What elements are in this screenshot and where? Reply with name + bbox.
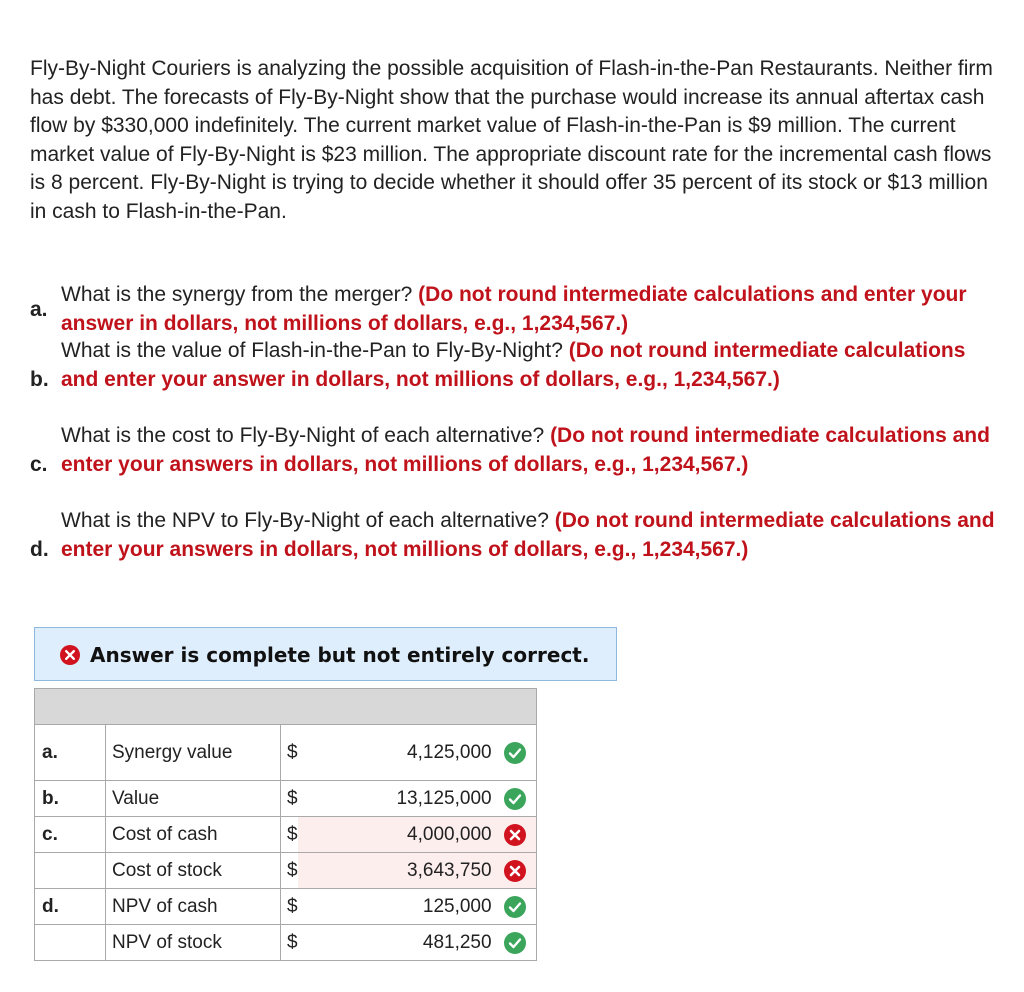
row-letter [35, 853, 106, 889]
question-d [30, 507, 1005, 564]
question-text: What is the value of Flash-in-the-Pan to Fly-By-Night? [61, 339, 563, 362]
answer-input[interactable] [298, 889, 537, 925]
answer-table [34, 688, 537, 961]
currency-symbol: $ [281, 725, 298, 781]
x-circle-icon [504, 860, 526, 882]
table-row [35, 925, 537, 961]
checkmark-icon [504, 742, 526, 764]
answer-input[interactable] [298, 781, 537, 817]
row-letter: b. [35, 781, 106, 817]
question-b [30, 337, 1005, 394]
table-row [35, 725, 537, 781]
table-row [35, 781, 537, 817]
question-letter: c. [30, 453, 48, 476]
x-circle-icon [504, 824, 526, 846]
question-instruction: (Do not round intermediate calculations and enter your answers in dollars, not millions of dollars, e.g., 1,234,567.) [61, 509, 995, 561]
checkmark-icon [504, 788, 526, 810]
row-label: Synergy value [106, 725, 281, 781]
problem-statement: Fly-By-Night Couriers is analyzing the possible acquisition of Flash-in-the-Pan Restaurants. Neither firm has debt. The forecasts of Fly-By-Night show that the purchase would increase its annual aftertax cash flow by $330,000 indefinitely. The current market value of Flash-in-the-Pan is $9 million. The current market value of Fly-By-Night is $23 million. The appropriate discount rate for the incremental cash flows is 8 percent. Fly-By-Night is trying to decide whether it should offer 35 percent of its stock or $13 million in cash to Flash-in-the-Pan. [30, 57, 993, 223]
table-row [35, 889, 537, 925]
currency-symbol: $ [281, 817, 298, 853]
answer-input[interactable] [298, 725, 537, 781]
question-text: What is the cost to Fly-By-Night of each alternative? [61, 424, 545, 447]
table-row [35, 817, 537, 853]
question-c [30, 422, 1005, 479]
currency-symbol: $ [281, 889, 298, 925]
question-letter: d. [30, 538, 49, 561]
question-instruction: (Do not round intermediate calculations and enter your answer in dollars, not millions of dollars, e.g., 1,234,567.) [61, 283, 967, 335]
checkmark-icon [504, 932, 526, 954]
answer-value: 3,643,750 [407, 859, 492, 881]
question-text: What is the NPV to Fly-By-Night of each alternative? [61, 509, 549, 532]
table-header-row [35, 689, 537, 725]
row-letter: a. [35, 725, 106, 781]
question-letter: a. [30, 298, 48, 321]
row-letter: d. [35, 889, 106, 925]
banner-text: Answer is complete but not entirely correct. [90, 643, 590, 667]
currency-symbol: $ [281, 853, 298, 889]
row-letter [35, 925, 106, 961]
question-text: What is the synergy from the merger? [61, 283, 413, 306]
row-label: Cost of cash [106, 817, 281, 853]
answer-input[interactable] [298, 925, 537, 961]
answer-value: 4,125,000 [407, 741, 492, 763]
checkmark-icon [504, 896, 526, 918]
answer-input[interactable] [298, 853, 537, 889]
question-a [30, 281, 1005, 338]
row-label: NPV of cash [106, 889, 281, 925]
answer-value: 4,000,000 [407, 823, 492, 845]
row-label: Cost of stock [106, 853, 281, 889]
question-letter: b. [30, 368, 49, 391]
answer-status-banner [34, 627, 617, 681]
x-circle-icon [60, 645, 80, 665]
answer-value: 481,250 [422, 931, 492, 953]
answer-value: 125,000 [422, 895, 492, 917]
row-label: Value [106, 781, 281, 817]
currency-symbol: $ [281, 781, 298, 817]
answer-value: 13,125,000 [396, 787, 492, 809]
row-letter: c. [35, 817, 106, 853]
currency-symbol: $ [281, 925, 298, 961]
answer-input[interactable] [298, 817, 537, 853]
question-instruction: (Do not round intermediate calculations and enter your answer in dollars, not millions of dollars, e.g., 1,234,567.) [61, 339, 966, 391]
row-label: NPV of stock [106, 925, 281, 961]
table-row [35, 853, 537, 889]
table-header-cell [35, 689, 537, 725]
question-instruction: (Do not round intermediate calculations and enter your answers in dollars, not millions of dollars, e.g., 1,234,567.) [61, 424, 990, 476]
